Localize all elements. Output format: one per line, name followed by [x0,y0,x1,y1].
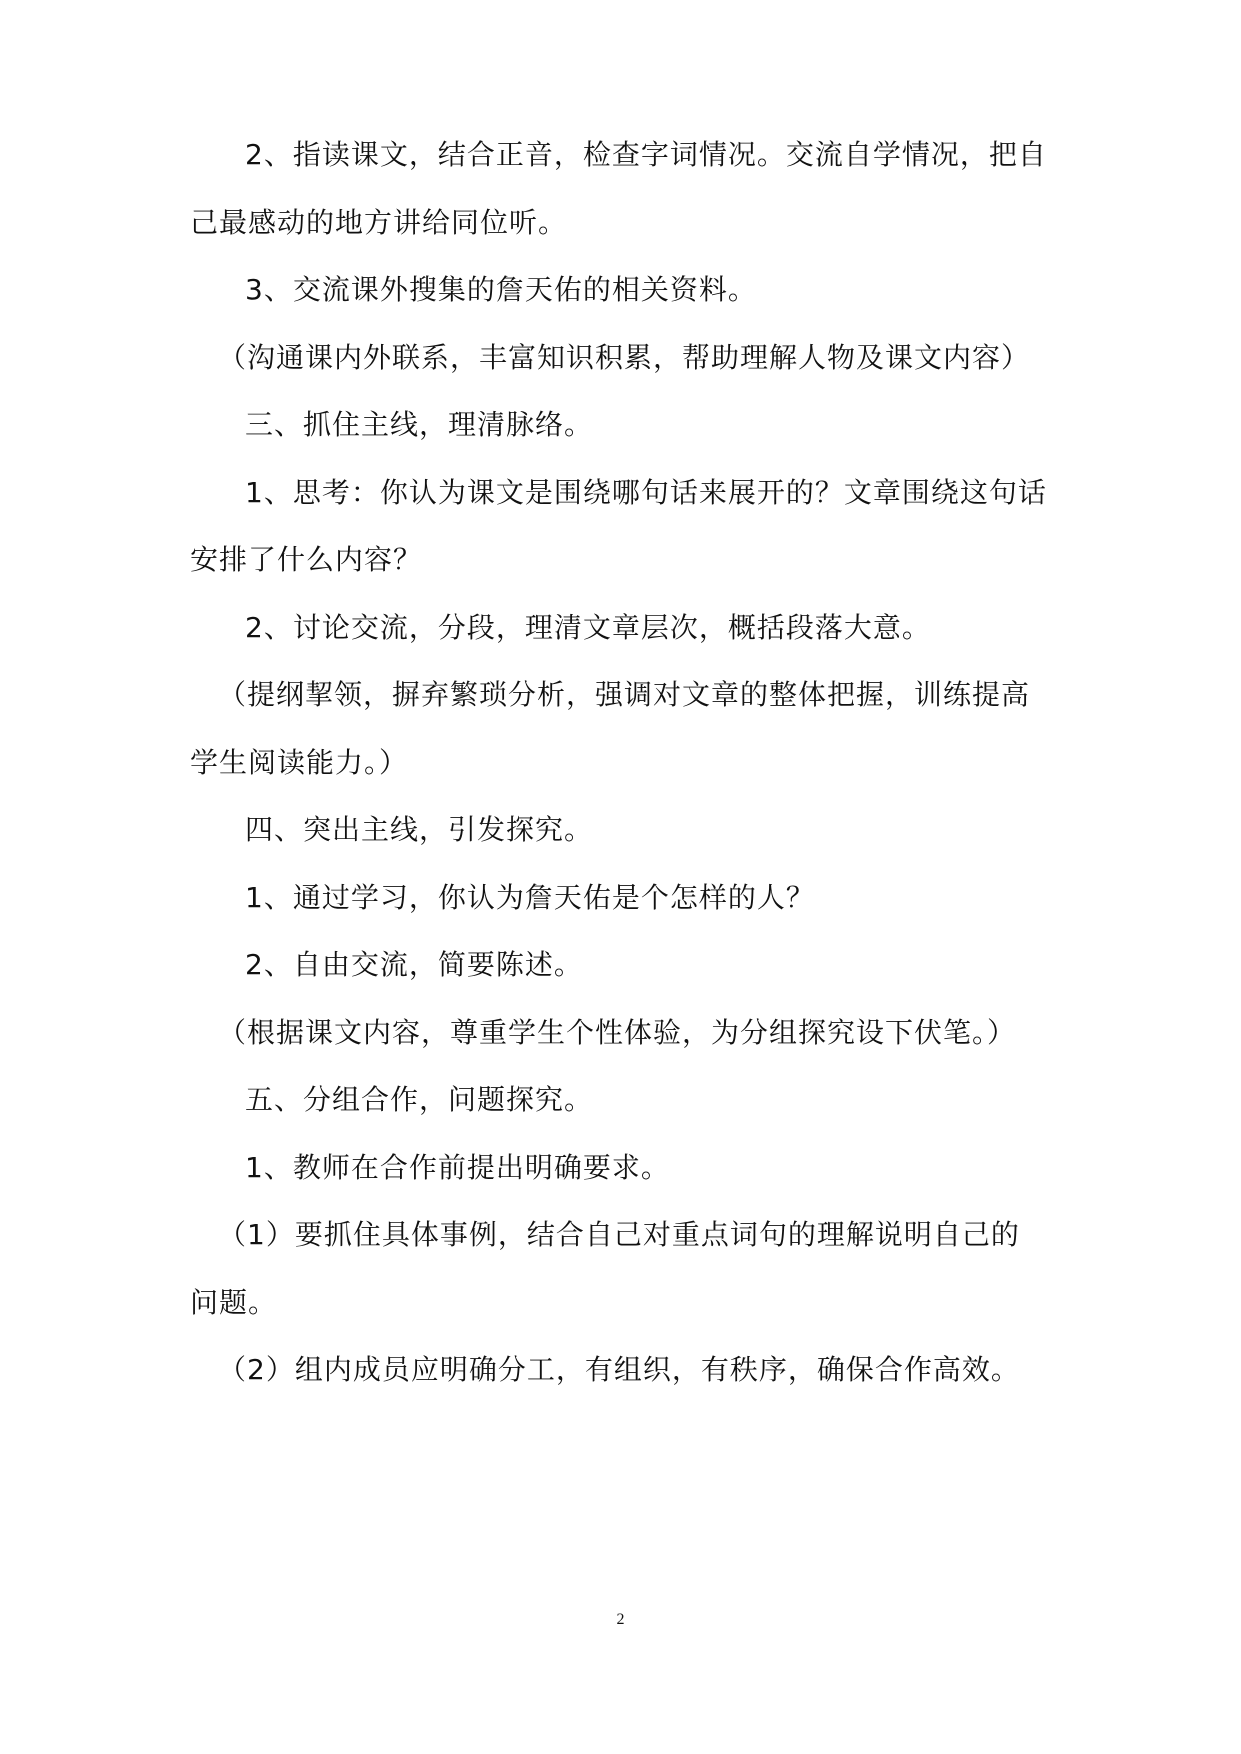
paragraph-line: 己最感动的地方讲给同位听。 [190,206,568,239]
section-heading: 四、突出主线，引发探究。 [245,813,594,846]
paragraph-line: 2、自由交流，简要陈述。 [245,948,583,981]
paragraph-line: 2、指读课文，结合正音，检查字词情况。交流自学情况，把自 [245,138,1047,171]
paragraph-line: （提纲挈领，摒弃繁琐分析，强调对文章的整体把握，训练提高 [218,678,1031,711]
paragraph-line: （1）要抓住具体事例，结合自己对重点词句的理解说明自己的 [218,1218,1020,1251]
page-number: 2 [616,1611,625,1628]
paragraph-line: 学生阅读能力。） [190,746,409,779]
paragraph-line: 1、通过学习，你认为詹天佑是个怎样的人？ [245,881,815,914]
paragraph-line: 2、讨论交流，分段，理清文章层次，概括段落大意。 [245,611,931,644]
paragraph-line: 3、交流课外搜集的詹天佑的相关资料。 [245,273,757,306]
section-heading: 三、抓住主线，理清脉络。 [245,408,594,441]
section-heading: 五、分组合作，问题探究。 [245,1083,594,1116]
paragraph-line: 问题。 [190,1286,278,1319]
paragraph-line: （根据课文内容，尊重学生个性体验，为分组探究设下伏笔。） [218,1016,1017,1049]
paragraph-line: 安排了什么内容？ [190,543,423,576]
paragraph-line: 1、教师在合作前提出明确要求。 [245,1151,670,1184]
paragraph-line: 1、思考：你认为课文是围绕哪句话来展开的？文章围绕这句话 [245,476,1047,509]
paragraph-line: （2）组内成员应明确分工，有组织，有秩序，确保合作高效。 [218,1353,1020,1386]
paragraph-line: （沟通课内外联系，丰富知识积累，帮助理解人物及课文内容） [218,341,1031,374]
